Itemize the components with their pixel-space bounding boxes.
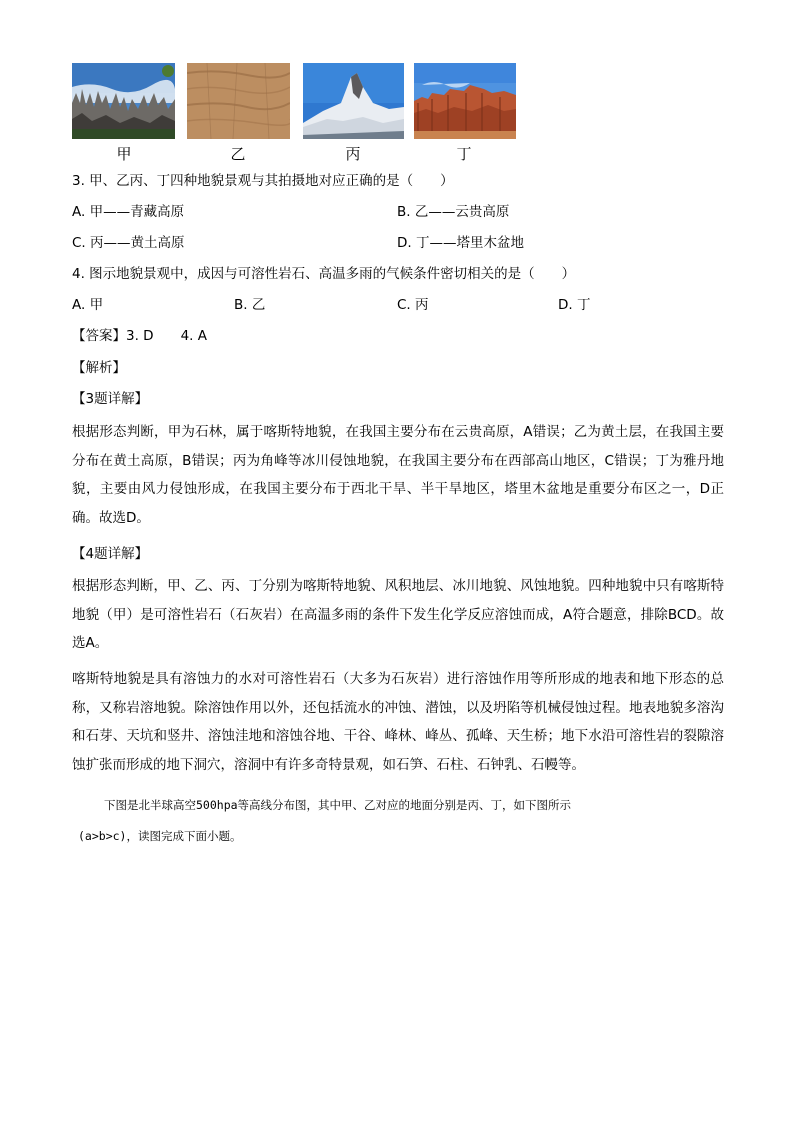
question-4-stem: 4. 图示地貌景观中，成因与可溶性岩石、高温多雨的气候条件密切相关的是（ ） bbox=[72, 266, 576, 282]
photo-caption-jia: 甲 bbox=[116, 145, 132, 163]
photo-glacial-horn bbox=[303, 63, 404, 139]
detail-4-text: 根据形态判断，甲、乙、丙、丁分别为喀斯特地貌、风积地层、冰川地貌、风蚀地貌。四种地貌中只有喀斯特地貌（甲）是可溶性岩石（石灰岩）在高温多雨的条件下发生化学反应溶蚀而成，A符合题意，排除BCD。故选A。 bbox=[72, 578, 724, 652]
question-3-option-b[interactable]: B. 乙——云贵高原 bbox=[397, 204, 510, 220]
question-3-stem: 3. 甲、乙丙、丁四种地貌景观与其拍摄地对应正确的是（ ） bbox=[72, 173, 454, 189]
answer-line bbox=[72, 326, 207, 346]
answer-text: 3. D 4. A bbox=[126, 328, 207, 344]
karst-explanation: 喀斯特地貌是具有溶蚀力的水对可溶性岩石（大多为石灰岩）进行溶蚀作用等所形成的地表和地下形态的总称，又称岩溶地貌。除溶蚀作用以外，还包括流水的冲蚀、潜蚀，以及坍陷等机械侵蚀过程。地表地貌多溶沟和石芽、天坑和竖井、溶蚀洼地和溶蚀谷地、干谷、峰林、峰丛、孤峰、天生桥；地下水沿可溶性岩的裂隙溶蚀扩张而形成的地下洞穴，溶洞中有许多奇特景观，如石笋、石柱、石钟乳、石幔等。 bbox=[72, 671, 724, 773]
detail-3-heading: 【3题详解】 bbox=[72, 391, 149, 407]
next-intro-line-1: 下图是北半球高空500hpa等高线分布图，其中甲、乙对应的地面分别是丙、丁，如下图所示 bbox=[104, 798, 572, 812]
detail-4-heading: 【4题详解】 bbox=[72, 546, 149, 562]
photo-stone-forest bbox=[72, 63, 175, 139]
photo-yardang bbox=[414, 63, 516, 139]
landform-photos bbox=[72, 63, 516, 141]
question-3-option-a[interactable]: A. 甲——青藏高原 bbox=[72, 204, 185, 220]
answer-tag: 【答案】 bbox=[72, 328, 126, 344]
question-4-option-d[interactable]: D. 丁 bbox=[558, 297, 591, 313]
question-3-option-c[interactable]: C. 丙——黄土高原 bbox=[72, 235, 185, 251]
photo-caption-yi: 乙 bbox=[230, 145, 246, 163]
detail-3-text: 根据形态判断，甲为石林，属于喀斯特地貌，在我国主要分布在云贵高原，A错误；乙为黄土层，在我国主要分布在黄土高原，B错误；丙为角峰等冰川侵蚀地貌，在我国主要分布在西部高山地区，C错误；丁为雅丹地貌，主要由风力侵蚀形成，在我国主要分布于西北干旱、半干旱地区，塔里木盆地是重要分布区之一，D正确。故选D。 bbox=[72, 424, 724, 526]
question-4-option-c[interactable]: C. 丙 bbox=[397, 297, 429, 313]
analysis-heading: 【解析】 bbox=[72, 360, 126, 376]
photo-loess-layer bbox=[187, 63, 290, 139]
question-3-option-d[interactable]: D. 丁——塔里木盆地 bbox=[397, 235, 524, 251]
question-4-option-a[interactable]: A. 甲 bbox=[72, 297, 104, 313]
photo-caption-ding: 丁 bbox=[456, 145, 472, 163]
next-intro-line-2: (a>b>c)，读图完成下面小题。 bbox=[78, 829, 242, 843]
question-4-option-b[interactable]: B. 乙 bbox=[234, 297, 266, 313]
photo-caption-bing: 丙 bbox=[345, 145, 361, 163]
